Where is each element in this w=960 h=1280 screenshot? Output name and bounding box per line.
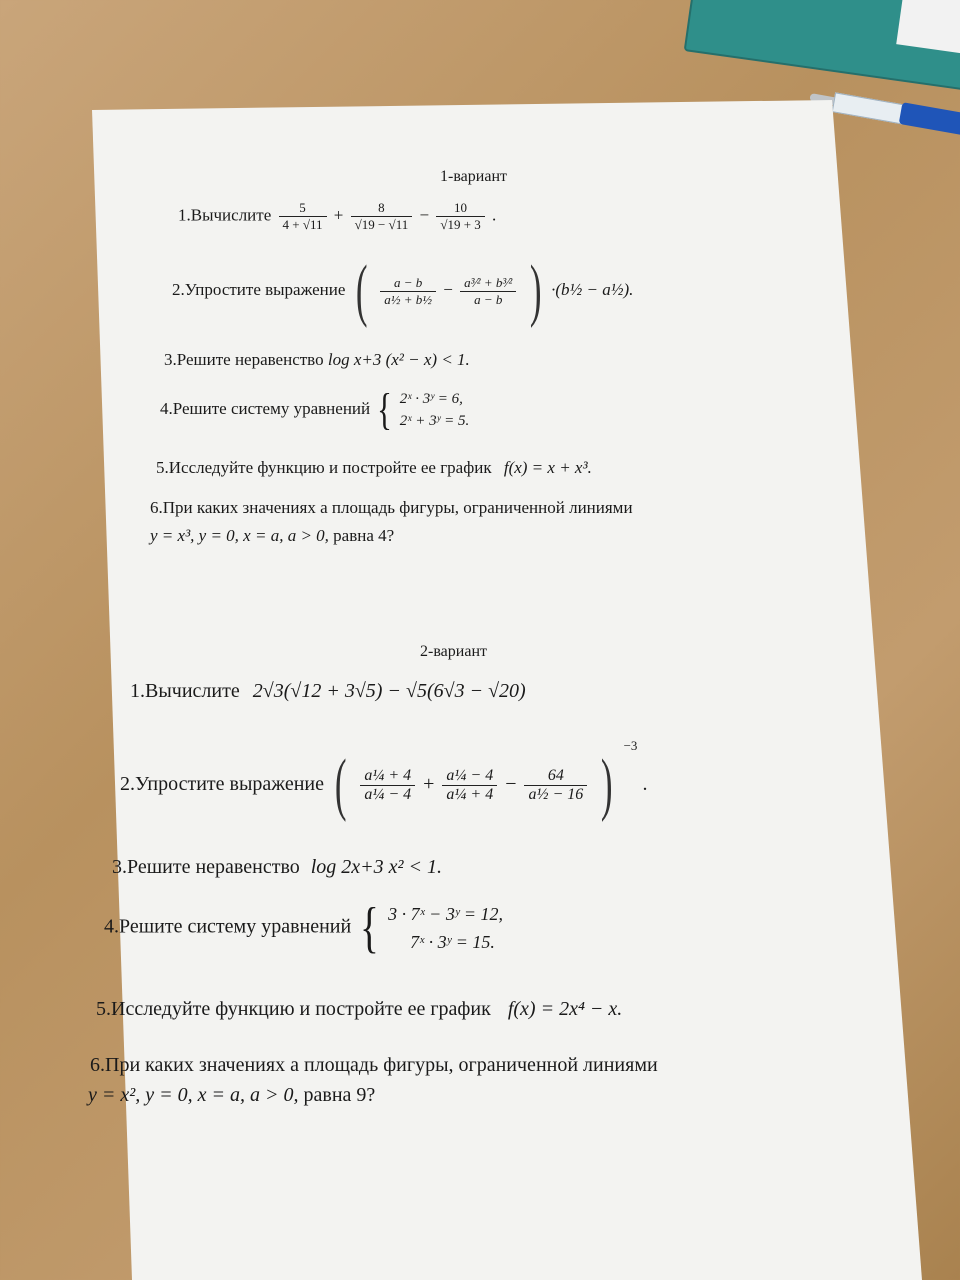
v1-q1-fraction-1: $\frac{5}{4 + √11}$	[279, 200, 327, 233]
v1-q2-fraction-b: $\frac{\text{a³⁄² + b³⁄²}}{a - b}$	[460, 275, 516, 308]
v2-q2-fraction-a: $\frac{\text{a¼ + 4}}{\text{a¼ − 4}}$	[360, 767, 415, 804]
v2-q4-label: 4.Решите систему уравнений	[104, 915, 352, 938]
v1-question-2: 2.Упростите выражение ( $\frac{a - b}{\text{a½ + b½}}$ − $\frac{\text{a³⁄² + b³⁄²}}{a - b}$ ) ·(b½ − a½).	[172, 252, 634, 329]
v2-q1-label: 1.Вычислите	[130, 680, 240, 702]
v2-q4-system	[388, 900, 503, 956]
v2-question-2: 2.Упростите выражение ( $\frac{\text{a¼ + 4}}{\text{a¼ − 4}}$ + $\frac{\text{a¼ − 4}}{\text{a¼ + 4}}$ − $\frac{64}{\text{a½ − 16}}$ ) $^{-3}$ .	[120, 738, 648, 824]
v1-q3-label: 3.Решите неравенство	[164, 350, 324, 369]
v1-q3-expression: log x+3 (x² − x) < 1.	[327, 350, 470, 369]
variant-1-title: 1-вариант	[440, 168, 507, 185]
v1-q1-fraction-3: $\frac{10}{√19 + 3}$	[436, 200, 484, 233]
v2-q4-equation-1: 3 · 7ˣ − 3ʸ = 12,	[388, 904, 504, 924]
v2-q4-equation-2: 7ˣ · 3ʸ = 15.	[410, 932, 495, 952]
v1-q5-label: 5.Исследуйте функцию и постройте ее график	[156, 458, 492, 477]
v2-question-5	[96, 998, 622, 1021]
v1-q2-label: 2.Упростите выражение	[172, 279, 346, 299]
v1-q5-expression: f(x) = x + x³.	[503, 458, 592, 477]
v1-question-1: 1.Вычислите $\frac{5}{4 + √11}$ + $\frac{8}{√19 - √11}$ − $\frac{10}{√19 + 3}$ .	[178, 200, 497, 232]
v1-q1-fraction-2: $\frac{8}{√19 - √11}$	[351, 200, 413, 233]
v2-question-4: 4.Решите систему уравнений { 3 · 7ˣ − 3ʸ = 12, 7ˣ · 3ʸ = 15.	[104, 897, 504, 959]
v2-q2-label: 2.Упростите выражение	[120, 773, 325, 795]
v1-q2-fraction-a: $\frac{a - b}{\text{a½ + b½}}$	[380, 275, 436, 308]
v2-q2-power: −3	[623, 738, 638, 753]
v2-question-1	[130, 680, 526, 703]
v1-q4-label: 4.Решите систему уравнений	[160, 398, 371, 418]
v1-q6-tail: равна 4?	[333, 526, 395, 545]
v1-question-6-line-1: 6.При каких значениях a площадь фигуры, ограниченной линиями	[150, 498, 633, 517]
v1-q2-tail: ·(b½ − a½).	[551, 279, 634, 299]
v2-question-6-line-1: 6.При каких значениях a площадь фигуры, ограниченной линиями	[90, 1054, 658, 1076]
v2-q3-expression: log 2x+3 x² < 1.	[310, 856, 443, 878]
v2-q1-expression: 2√3(√12 + 3√5) − √5(6√3 − √20)	[252, 680, 526, 702]
v1-question-6-line-2	[150, 526, 394, 546]
v2-q3-label: 3.Решите неравенство	[112, 856, 300, 878]
v2-q6-conditions: y = x², y = 0, x = a, a > 0,	[88, 1084, 299, 1106]
v2-q6-tail: равна 9?	[303, 1084, 376, 1106]
v1-q4-equation-1: 2ˣ · 3ʸ = 6,	[399, 391, 463, 407]
v2-q5-label: 5.Исследуйте функцию и постройте ее график	[96, 998, 491, 1020]
v2-q2-fraction-c: $\frac{64}{\text{a½ − 16}}$	[524, 767, 587, 804]
v1-q4-equation-2: 2ˣ + 3ʸ = 5.	[399, 413, 470, 429]
v2-question-3	[112, 856, 442, 879]
v2-q2-fraction-b: $\frac{\text{a¼ − 4}}{\text{a¼ + 4}}$	[442, 767, 497, 804]
v1-q4-system	[400, 388, 470, 432]
v1-q6-conditions: y = x³, y = 0, x = a, a > 0,	[150, 526, 329, 545]
v1-question-3	[164, 350, 470, 370]
v1-question-4: 4.Решите систему уравнений { 2ˣ · 3ʸ = 6, 2ˣ + 3ʸ = 5.	[160, 385, 470, 434]
v1-question-5	[156, 458, 592, 478]
variant-2-title: 2-вариант	[420, 643, 487, 660]
v2-q5-expression: f(x) = 2x⁴ − x.	[507, 998, 623, 1020]
v1-q1-label: 1.Вычислите	[178, 205, 272, 225]
v2-question-6-line-2	[88, 1084, 375, 1107]
